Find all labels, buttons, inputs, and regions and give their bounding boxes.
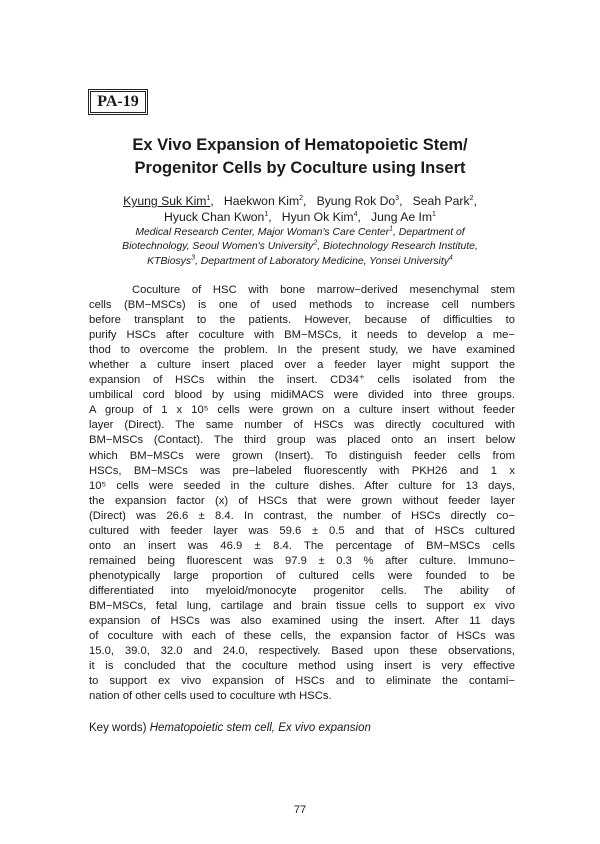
abstract-line: nation of other cells used to coculture wth HSCs. [89, 690, 332, 703]
affiliation-mark: 3 [191, 254, 195, 262]
page-number: 77 [293, 804, 307, 816]
abstract-line: to support ex vivo expansion of HSCs and to eliminate the contami− [89, 675, 515, 688]
author-entry [317, 194, 410, 208]
author-entry [123, 194, 220, 208]
affiliation: Medical Research Center, Major Woman's Care Center [135, 227, 390, 238]
abstract-line: expansion of HSCs within the insert. CD34⁺ cells isolated from the [89, 374, 515, 387]
abstract-line: umbilical cord blood by using midiMACS were divided into three groups. [89, 389, 515, 402]
abstract-body [89, 283, 515, 704]
abstract-line: Coculture of HSC with bone marrow−derived mesenchymal stem [132, 284, 515, 296]
abstract-line: it is concluded that the coculture method using insert is very effective [89, 660, 515, 673]
affiliation-line [60, 226, 540, 240]
author-name: Seah Park [412, 194, 470, 208]
affiliations [60, 226, 540, 269]
abstract-line: 10⁵ cells were seeded in the culture dishes. After culture for 13 days, [89, 479, 515, 492]
author-name: Hyuck Chan Kwon [164, 210, 265, 224]
abstract-line: of coculture with each of these cells, the expansion factor of HSCs was [89, 630, 515, 643]
abstract-line: HSCs, BM−MSCs was pre−labeled fluorescently with PKH26 and 1 x [89, 464, 515, 477]
keywords [89, 722, 371, 734]
title-line: Ex Vivo Expansion of Hematopoietic Stem/ [132, 136, 468, 154]
paper-title [60, 134, 540, 180]
author-name: Kyung Suk Kim [123, 194, 207, 208]
author-affil-mark: 2 [299, 194, 304, 202]
affiliation-separator: , [393, 227, 399, 238]
author-separator: , [210, 194, 221, 208]
author-line [60, 209, 540, 225]
abstract-line: onto an insert was 46.9 ± 8.4. The percentage of BM−MSCs cells [89, 539, 515, 552]
author-name: Jung Ae Im [371, 210, 433, 224]
abstract-line: A group of 1 x 10⁵ cells were grown on a culture insert without feeder [89, 404, 515, 417]
author-separator: , [268, 210, 279, 224]
author-separator: , [473, 194, 477, 208]
affiliation-mark: 4 [448, 254, 453, 262]
abstract-line: BM−MSCs (Contact). The third group was placed onto an insert below [89, 434, 515, 447]
author-affil-mark: 3 [395, 194, 400, 202]
affiliation: Department of Laboratory Medicine, Yonsei University [200, 255, 449, 267]
author-affil-mark: 1 [264, 210, 269, 218]
abstract-line: layer (Direct). The same number of HSCs was directly cocultured with [89, 419, 515, 432]
author-separator: , [303, 194, 314, 208]
author-affil-mark: 2 [469, 194, 474, 202]
author-affil-mark: 4 [353, 210, 358, 218]
abstract-line: purify HSCs after coculture with BM−MSCs, it needs to develop a me− [89, 329, 515, 342]
abstract-line: (Direct) was 26.6 ± 8.4. In contrast, the number of HSCs directly co− [89, 509, 515, 522]
author-entry [413, 194, 477, 208]
affiliation-part: KTBiosys [147, 255, 192, 267]
abstract-line: whether a culture insert placed over a feeder layer might support the [89, 359, 515, 372]
session-tag: PA-19 [88, 89, 148, 115]
abstract-line: expansion of HSCs was also examined using the insert. After 11 days [89, 615, 515, 628]
affiliation-part: Department of [398, 227, 465, 238]
author-affil-mark: 1 [432, 210, 436, 218]
author-name: Byung Rok Do [316, 194, 396, 208]
author-entry [164, 210, 278, 224]
author-name: Haekwon Kim [223, 194, 300, 208]
abstract-line: phenotypically large proportion of cultured cells were founded to be [89, 569, 515, 582]
keywords-label: Key words) [89, 722, 147, 734]
author-entry [224, 194, 313, 208]
affiliation-part: Biotechnology Research Institute, [323, 241, 478, 253]
keywords-value: Hematopoietic stem cell, Ex vivo expansion [149, 722, 371, 734]
abstract-line: differentiated into myeloid/monocyte progenitor cells. The ability of [89, 584, 515, 597]
abstract-line: the expansion factor (x) of HSCs that were grown without feeder layer [89, 494, 515, 507]
author-separator: , [399, 194, 410, 208]
affiliation-line: KTBiosys$^3$, Department of Laboratory Medicine, Yonsei University$^4$ [147, 254, 453, 267]
author-affil-mark: 1 [206, 194, 211, 202]
abstract-line: cultured with feeder layer was 59.6 ± 0.5 and that of HSCs cultured [89, 524, 515, 537]
author-name: Hyun Ok Kim [281, 210, 354, 224]
abstract-line: before transplant to the patients. However, because of difficulties to [89, 314, 515, 327]
abstract-line: which BM−MSCs were grown (Insert). To distinguish feeder cells from [89, 449, 515, 462]
affiliation-mark: 2 [313, 239, 318, 247]
affiliation-mark: 1 [389, 225, 394, 233]
affiliation-line: Biotechnology, Seoul Women's University$^2$, Biotechnology Research Institute, [122, 239, 478, 253]
author-line [60, 193, 540, 209]
author-entry [282, 210, 368, 224]
abstract-line: cells (BM−MSCs) is one of used methods to increase cell numbers [89, 299, 515, 312]
author-separator: , [357, 210, 368, 224]
abstract-line: 15.0, 39.0, 32.0 and 24.0, respectively. Based upon these observations, [89, 645, 515, 658]
author-list [60, 193, 540, 225]
title-line: Progenitor Cells by Coculture using Insert [134, 159, 466, 177]
abstract-line: thod to overcome the problem. In the present study, we have examined [89, 344, 515, 357]
abstract-line: remained being fluorescent was 97.9 ± 0.3 % after culture. Immuno− [89, 554, 515, 567]
abstract-line: BM−MSCs, fetal lung, cartilage and brain tissue cells to support ex vivo [89, 599, 515, 612]
author-entry [371, 210, 436, 224]
affiliation-part: Biotechnology, Seoul Women's University [122, 241, 314, 253]
